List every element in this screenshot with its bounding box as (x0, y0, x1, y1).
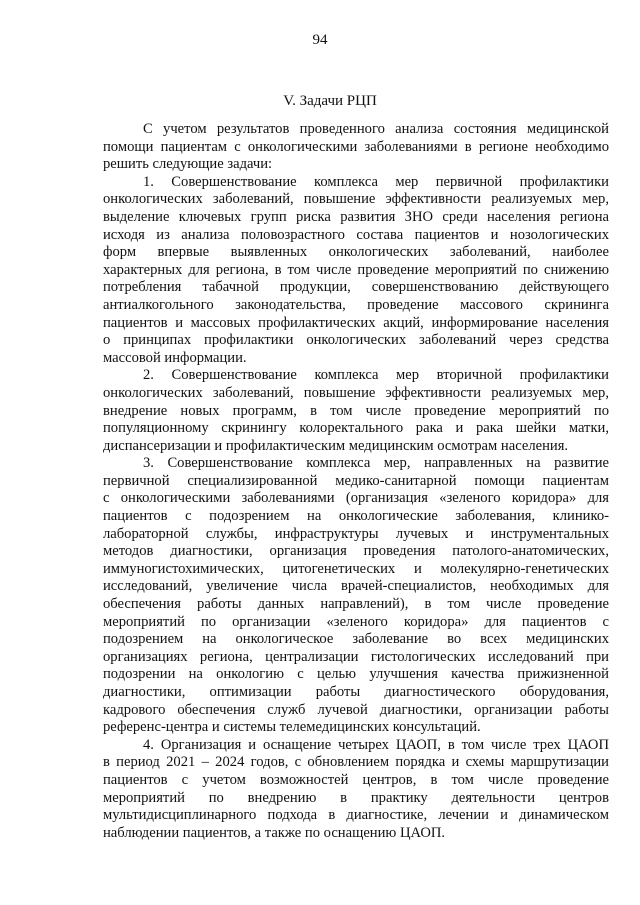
text-line: форм впервые выявленных онкологических заболеваний, наиболее (103, 244, 609, 261)
text-line: онкологических заболеваний, повышение эффективности реализуемых мер, (103, 191, 609, 208)
text-line: в период 2021 – 2024 годов, с обновлением порядка и схемы маршрутизации (103, 754, 609, 771)
text-line: решить следующие задачи: (103, 156, 273, 173)
text-line: антиалкогольного законодательства, проведение массового скрининга (103, 296, 609, 313)
text-line: обеспечения работы данных направлений), в том числе проведение (103, 596, 609, 613)
text-line: референс-центра и системы телемедицинских консультаций. (103, 719, 481, 736)
document-body (103, 121, 609, 842)
paragraph-2 (103, 174, 609, 368)
text-line: массовой информации. (103, 349, 247, 366)
text-line: диспансеризации и профилактическим медицинским осмотрам населения. (103, 437, 569, 454)
text-line: потребления табачной продукции, совершенствованию действующего (103, 279, 609, 296)
text-line: популяционному скринингу колоректального рака и рака шейки матки, (103, 420, 609, 437)
text-line: наблюдении пациентов, а также по оснащению ЦАОП. (103, 824, 446, 841)
paragraph-1 (103, 121, 609, 174)
text-line: пациентов с учетом возможностей центров, в том числе проведение (103, 771, 609, 788)
text-line: о принципах профилактики онкологических заболеваний через средства (103, 332, 609, 349)
text-line: кадрового обеспечения служб лучевой диагностики, организации работы (103, 701, 609, 718)
text-line: выделение ключевых групп риска развития ЗНО среди населения региона (103, 208, 609, 225)
text-line: методов диагностики, организация проведения патолого-анатомических, (103, 543, 609, 560)
text-line: подозрении на онкологию с целью улучшения качества прижизненной (103, 666, 609, 683)
text-line: мероприятий по организации «зеленого коридора» для пациентов с (103, 613, 609, 630)
paragraph-5 (103, 737, 609, 843)
text-line: 3. Совершенствование комплекса мер, направленных на развитие (143, 455, 609, 472)
paragraph-4 (103, 455, 609, 737)
text-line: 4. Организация и оснащение четырех ЦАОП, в том числе трех ЦАОП (143, 736, 609, 753)
text-line: диагностики, оптимизации работы диагностического оборудования, (103, 684, 609, 700)
text-line: внедрение новых программ, в том числе проведение мероприятий по (103, 402, 609, 419)
paragraph-3 (103, 367, 609, 455)
section-heading: V. Задачи РЦП (283, 93, 377, 109)
text-line: первичной специализированной медико-санитарной помощи пациентам (103, 472, 609, 489)
text-line: исходя из анализа половозрастного состава пациентов и нозологических (103, 226, 609, 243)
page-number: 94 (312, 32, 328, 48)
text-line: помощи пациентам с онкологическими заболеваниями в регионе необходимо (103, 138, 609, 155)
text-line: мероприятий по внедрению в практику деятельности центров (103, 789, 609, 806)
text-line: с онкологическими заболеваниями (организация «зеленого коридора» для (103, 490, 609, 507)
text-line: мультидисциплинарного подхода в диагностике, лечении и динамическом (103, 807, 609, 824)
text-line: пациентов и массовых профилактических акций, информирование населения (103, 314, 609, 331)
text-line: лабораторной службы, инфраструктуры лучевых и инструментальных (103, 525, 609, 542)
text-line: С учетом результатов проведенного анализа состояния медицинской (143, 121, 609, 137)
text-line: организациях региона, централизации гистологических исследований при (103, 648, 609, 665)
text-line: характерных для региона, в том числе проведение мероприятий по снижению (103, 261, 609, 278)
text-line: подозрением на онкологическое заболевание во всех медицинских (103, 631, 609, 648)
text-line: исследований, увеличение числа врачей-специалистов, необходимых для (103, 578, 609, 595)
text-line: онкологических заболеваний, повышение эффективности реализуемых мер, (103, 384, 609, 401)
text-line: 2. Совершенствование комплекса мер вторичной профилактики (143, 367, 609, 384)
text-line: пациентов с подозрением на онкологические заболевания, клинико- (103, 508, 609, 525)
text-line: 1. Совершенствование комплекса мер первичной профилактики (143, 173, 609, 190)
text-line: иммуногистохимических, цитогенетических и молекулярно-генетических (103, 560, 609, 577)
